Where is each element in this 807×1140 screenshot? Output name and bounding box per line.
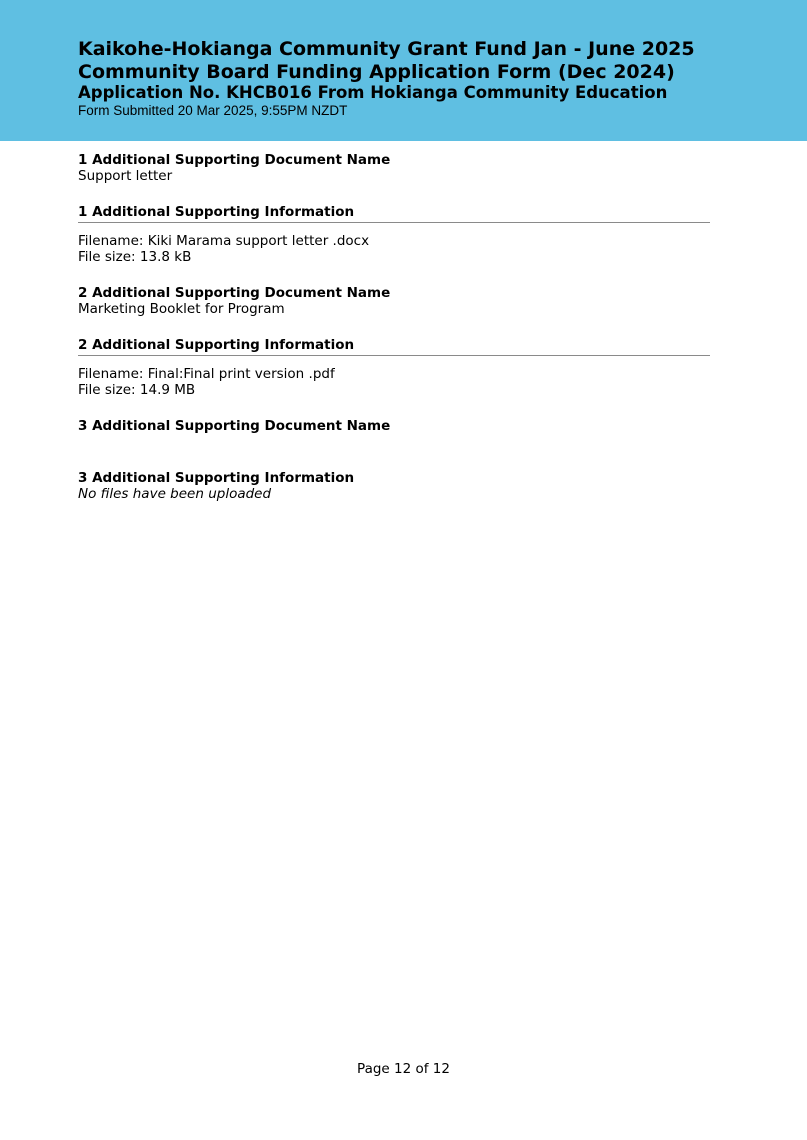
question-label: 1 Additional Supporting Information xyxy=(78,204,355,220)
form-content xyxy=(78,152,710,502)
question-label: 3 Additional Supporting Information xyxy=(78,470,355,486)
doc-name-section-2 xyxy=(78,285,710,317)
doc-name-section-3 xyxy=(78,418,710,450)
question-label: 1 Additional Supporting Document Name xyxy=(78,152,391,168)
page-number: Page 12 of 12 xyxy=(357,1061,450,1077)
file-name: Filename: Kiki Marama support letter .docx xyxy=(78,233,370,249)
file-name: Filename: Final:Final print version .pdf xyxy=(78,366,335,382)
answer-value: Marketing Booklet for Program xyxy=(78,301,285,317)
section-divider xyxy=(78,222,710,223)
question-label: 2 Additional Supporting Document Name xyxy=(78,285,391,301)
supporting-info-section-3 xyxy=(78,470,710,502)
doc-name-section-1 xyxy=(78,152,710,184)
answer-value xyxy=(78,434,710,450)
submitted-timestamp: Form Submitted 20 Mar 2025, 9:55PM NZDT xyxy=(78,103,348,118)
form-title-line-2: Community Board Funding Application Form (Dec 2024) xyxy=(78,61,675,83)
file-size: File size: 14.9 MB xyxy=(78,382,196,398)
supporting-info-section-2 xyxy=(78,337,710,398)
application-number: Application No. KHCB016 From Hokianga Community Education xyxy=(78,83,668,102)
section-divider xyxy=(78,355,710,356)
page-header xyxy=(0,0,807,141)
question-label: 3 Additional Supporting Document Name xyxy=(78,418,391,434)
file-size: File size: 13.8 kB xyxy=(78,249,192,265)
supporting-info-section-1 xyxy=(78,204,710,265)
question-label: 2 Additional Supporting Information xyxy=(78,337,355,353)
no-files-message: No files have been uploaded xyxy=(78,486,272,502)
answer-value: Support letter xyxy=(78,168,173,184)
form-title-line-1: Kaikohe-Hokianga Community Grant Fund Jan - June 2025 xyxy=(78,38,695,60)
